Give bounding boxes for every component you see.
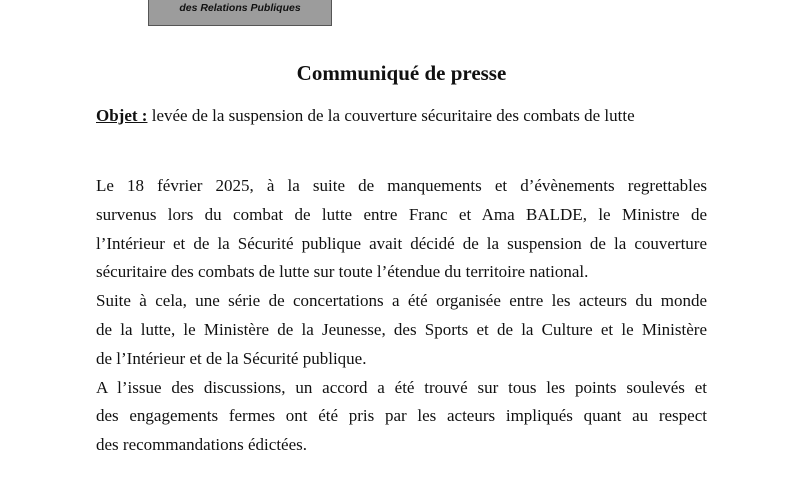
subject-line	[96, 104, 635, 128]
paragraph-1	[96, 172, 707, 287]
paragraph-line: de l’Intérieur et de la Sécurité publique.	[96, 348, 367, 368]
subject-label: Objet :	[96, 106, 148, 125]
body-text	[96, 172, 707, 460]
paragraph-line: survenus lors du combat de lutte entre Franc et Ama BALDE, le Ministre de	[96, 204, 707, 224]
paragraph-line: A l’issue des discussions, un accord a été trouvé sur tous les points soulevés et	[96, 377, 707, 397]
paragraph-line: Suite à cela, une série de concertations a été organisée entre les acteurs du monde	[96, 291, 707, 311]
header-line-2: des Relations Publiques	[179, 2, 301, 14]
page-title: Communiqué de presse	[296, 61, 507, 85]
header-stamp	[148, 0, 332, 26]
paragraph-line: Le 18 février 2025, à la suite de manquements et d’évènements regrettables	[96, 176, 707, 195]
paragraph-line: l’Intérieur et de la Sécurité publique avait décidé de la suspension de la couverture	[96, 233, 707, 253]
paragraph-2	[96, 287, 707, 373]
paragraph-line: des recommandations édictées.	[96, 435, 308, 455]
paragraph-3	[96, 374, 707, 460]
subject-text: levée de la suspension de la couverture sécuritaire des combats de lutte	[151, 106, 635, 125]
paragraph-line: des engagements fermes ont été pris par les acteurs impliqués quant au respect	[96, 406, 707, 426]
paragraph-line: sécuritaire des combats de lutte sur toute l’étendue du territoire national.	[96, 262, 589, 282]
paragraph-line: de la lutte, le Ministère de la Jeunesse, des Sports et de la Culture et le Ministère	[96, 319, 707, 339]
